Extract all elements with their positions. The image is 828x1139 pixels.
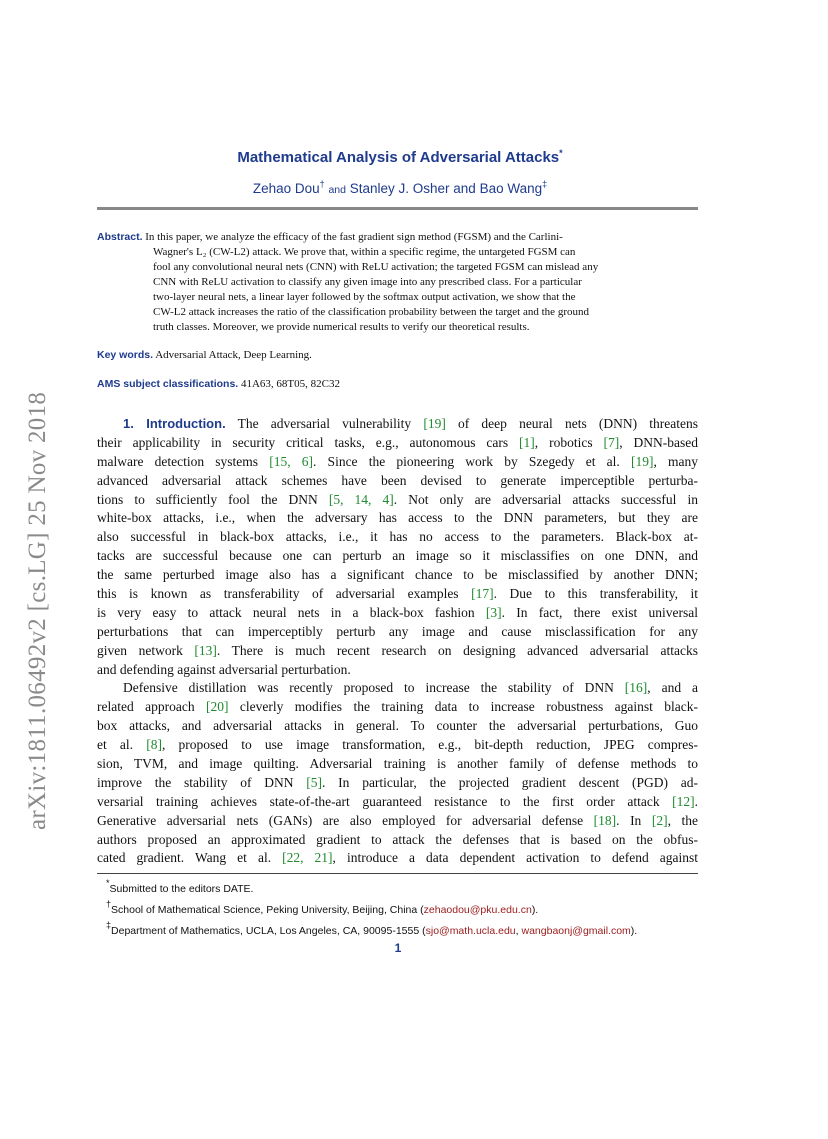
ams-heading: AMS subject classifications.: [97, 378, 239, 390]
citation-link[interactable]: [1]: [519, 434, 535, 450]
author-list: [0, 179, 800, 196]
citation-link[interactable]: [5, 14, 4]: [328, 491, 394, 507]
body-text-run: malware detection systems: [97, 453, 270, 469]
body-line: [97, 849, 698, 868]
body-text-run: , proposed to use image transformation, e.g., bit-depth reduction, JPEG compres-: [161, 737, 698, 753]
abstract-line: CW-L2 attack increases the ratio of the classification probability between the target and the ground: [153, 306, 589, 318]
body-text-run: , the: [667, 812, 699, 828]
body-text-run: the same perturbed image also has a significant chance to be misclassified by another DNN;: [97, 567, 698, 583]
body-text-run: , DNN-based: [619, 434, 698, 450]
body-line: [97, 509, 698, 528]
body-line: [97, 717, 698, 736]
footnote-text: Submitted to the editors DATE.: [109, 883, 254, 895]
citation-link[interactable]: [7]: [603, 434, 620, 450]
email-link[interactable]: wangbaonj@gmail.com: [521, 925, 631, 937]
footnote-text: ).: [531, 904, 539, 916]
author-conjunction: and: [328, 184, 346, 196]
body-text-run: Defensive distillation was recently proposed to increase the stability of DNN: [123, 680, 625, 696]
footnote-marker: *: [106, 878, 110, 888]
paper-title: [0, 148, 800, 166]
body-text-run: white-box attacks, i.e., when the adversary has access to the DNN parameters, but they are: [97, 510, 698, 526]
footnote-marker: ‡: [106, 920, 112, 930]
citation-link[interactable]: [3]: [485, 604, 502, 620]
body-line: [97, 415, 698, 434]
body-text-run: box attacks, and adversarial attacks in general. To counter the adversarial perturbations, Guo: [97, 718, 698, 734]
citation-link[interactable]: [19]: [423, 416, 446, 431]
citation-link[interactable]: [15, 6]: [269, 453, 314, 469]
body-line: [97, 736, 698, 755]
body-line: [97, 679, 698, 698]
body-text-run: Generative adversarial nets (GANs) are also employed for adversarial defense: [97, 812, 594, 828]
abstract-heading: Abstract.: [97, 231, 143, 243]
body-line: [97, 812, 698, 831]
body-text-run: . In particular, the projected gradient descent (PGD) ad-: [322, 774, 698, 790]
body-line: [97, 774, 698, 793]
citation-link[interactable]: [19]: [630, 453, 654, 469]
body-line: [97, 793, 698, 812]
citation-link[interactable]: [2]: [651, 812, 668, 828]
body-text-run: , and a: [647, 680, 699, 696]
body-line: [97, 453, 698, 472]
author-footnote-marker: ‡: [542, 179, 548, 189]
body-text-run: given network: [97, 642, 195, 658]
body-text-run: , many: [653, 453, 698, 469]
body-line: [97, 528, 698, 547]
body-text: [97, 415, 698, 868]
body-line: [97, 755, 698, 774]
body-text-run: cleverly modifies the training data to increase robustness against black-: [228, 699, 698, 715]
body-text-run: their applicability in security critical tasks, e.g., autonomous cars: [97, 434, 520, 450]
ams-text: 41A63, 68T05, 82C32: [240, 378, 340, 390]
citation-link[interactable]: [20]: [206, 699, 229, 715]
citation-link[interactable]: [5]: [306, 774, 323, 790]
footnote-text: ,: [515, 925, 522, 937]
body-line: [97, 642, 698, 661]
title-footnote-marker: *: [559, 148, 563, 158]
footnotes: [106, 876, 706, 939]
author-name: Zehao Dou: [252, 181, 320, 196]
citation-link[interactable]: [22, 21]: [282, 850, 333, 866]
section-heading: 1. Introduction.: [123, 416, 226, 431]
keywords-heading: Key words.: [97, 349, 154, 361]
body-text-run: tacks are successful because one can perturb an image so it misclassifies on one DNN, and: [97, 548, 698, 564]
arxiv-stamp: arXiv:1811.06492v2 [cs.LG] 25 Nov 2018: [24, 391, 51, 830]
body-text-run: et al.: [97, 737, 147, 753]
body-text-run: cated gradient. Wang et al.: [97, 850, 283, 866]
ams-classifications: [97, 378, 340, 390]
author-names: Stanley J. Osher and Bao Wang: [349, 181, 543, 196]
body-text-run: , robotics: [534, 434, 604, 450]
body-line: [97, 547, 698, 566]
body-line: [97, 585, 698, 604]
citation-link[interactable]: [8]: [146, 737, 162, 753]
body-text-run: of deep neural nets (DNN) threatens: [445, 416, 699, 431]
title-text: Mathematical Analysis of Adversarial Attacks: [237, 149, 560, 166]
keywords: [97, 349, 312, 361]
body-line: [97, 491, 698, 510]
abstract-line: fool any convolutional neural nets (CNN) with ReLU activation; the targeted FGSM can mislead any: [153, 261, 599, 273]
body-text-run: tions to sufficiently fool the DNN: [97, 491, 329, 507]
abstract-text: In this paper, we analyze the efficacy of the fast gradient sign method (FGSM) and the Carlini-: [145, 231, 563, 243]
footnote-text: ).: [630, 925, 638, 937]
body-text-run: , introduce a data dependent activation to defend against: [332, 850, 698, 866]
page-number: 1: [394, 941, 402, 955]
citation-link[interactable]: [16]: [624, 680, 648, 696]
body-line: [97, 434, 698, 453]
body-text-run: . Not only are adversarial attacks successful in: [393, 491, 698, 507]
body-text-run: authors proposed an approximated gradient to attack the defenses that is based on the obfus-: [97, 831, 698, 847]
abstract-line: two-layer neural nets, a linear layer followed by the softmax output activation, we show that the: [153, 291, 576, 303]
body-text-run: . There is much recent research on designing advanced adversarial attacks: [216, 642, 699, 658]
citation-link[interactable]: [12]: [672, 793, 695, 809]
footnote: [106, 897, 706, 918]
citation-link[interactable]: [13]: [194, 642, 217, 658]
abstract-line: CNN with ReLU activation to classify any given image into any prescribed class. For a particular: [153, 276, 582, 288]
body-text-run: The adversarial vulnerability: [237, 416, 424, 431]
body-line: [97, 604, 698, 623]
body-line: [97, 472, 698, 491]
footnote-rule: [97, 873, 698, 874]
body-text-run: is very easy to attack neural nets in a black-box fashion: [97, 604, 486, 620]
footnote-text: School of Mathematical Science, Peking University, Beijing, China (: [111, 904, 424, 916]
body-text-run: . Since the pioneering work by Szegedy et al.: [313, 453, 631, 469]
abstract-block: [97, 230, 698, 335]
body-text-run: perturbations that can imperceptibly perturb any image and cause misclassification for any: [97, 623, 698, 639]
title-rule: [97, 207, 698, 210]
body-text-run: . In fact, there exist universal: [501, 604, 698, 620]
author-footnote-marker: †: [319, 179, 325, 189]
body-text-run: this is known as transferability of adversarial examples: [97, 586, 472, 602]
body-text-run: related approach: [97, 699, 207, 715]
citation-link[interactable]: [17]: [471, 586, 494, 602]
body-line: [97, 623, 698, 642]
footnote-marker: †: [106, 899, 112, 909]
keywords-text: Adversarial Attack, Deep Learning.: [155, 349, 312, 361]
body-text-run: advanced adversarial attack schemes have been devised to generate imperceptible perturba-: [97, 472, 698, 488]
body-line: [97, 566, 698, 585]
body-text-run: .: [694, 793, 698, 809]
body-text-run: improve the stability of DNN: [97, 774, 307, 790]
body-text-run: also successful in black-box attacks, i.e., it has no access to the parameters. Black-box at-: [97, 529, 698, 545]
abstract-line: [97, 230, 698, 245]
email-link[interactable]: zehaodou@pku.edu.cn: [423, 904, 532, 916]
body-line: [97, 698, 698, 717]
body-line: [97, 661, 698, 680]
body-line: [97, 831, 698, 850]
body-text-run: and defending against adversarial perturbation.: [97, 661, 351, 677]
footnote-text: Department of Mathematics, UCLA, Los Angeles, CA, 90095-1555 (: [111, 925, 426, 937]
body-text-run: sion, TVM, and image quilting. Adversarial training is another family of defense methods to: [97, 756, 698, 772]
abstract-line: Wagner's L₂ (CW-L2) attack. We prove that, within a specific regime, the untargeted FGSM can: [153, 246, 576, 258]
citation-link[interactable]: [18]: [593, 812, 617, 828]
body-text-run: . In: [616, 812, 652, 828]
footnote: [106, 876, 706, 897]
body-text-run: versarial training achieves state-of-the-art guaranteed resistance to the first order attack: [97, 793, 673, 809]
abstract-line: truth classes. Moreover, we provide numerical results to verify our theoretical results.: [153, 321, 530, 333]
body-text-run: . Due to this transferability, it: [493, 586, 698, 602]
email-link[interactable]: sjo@math.ucla.edu: [425, 925, 516, 937]
footnote: [106, 918, 706, 939]
